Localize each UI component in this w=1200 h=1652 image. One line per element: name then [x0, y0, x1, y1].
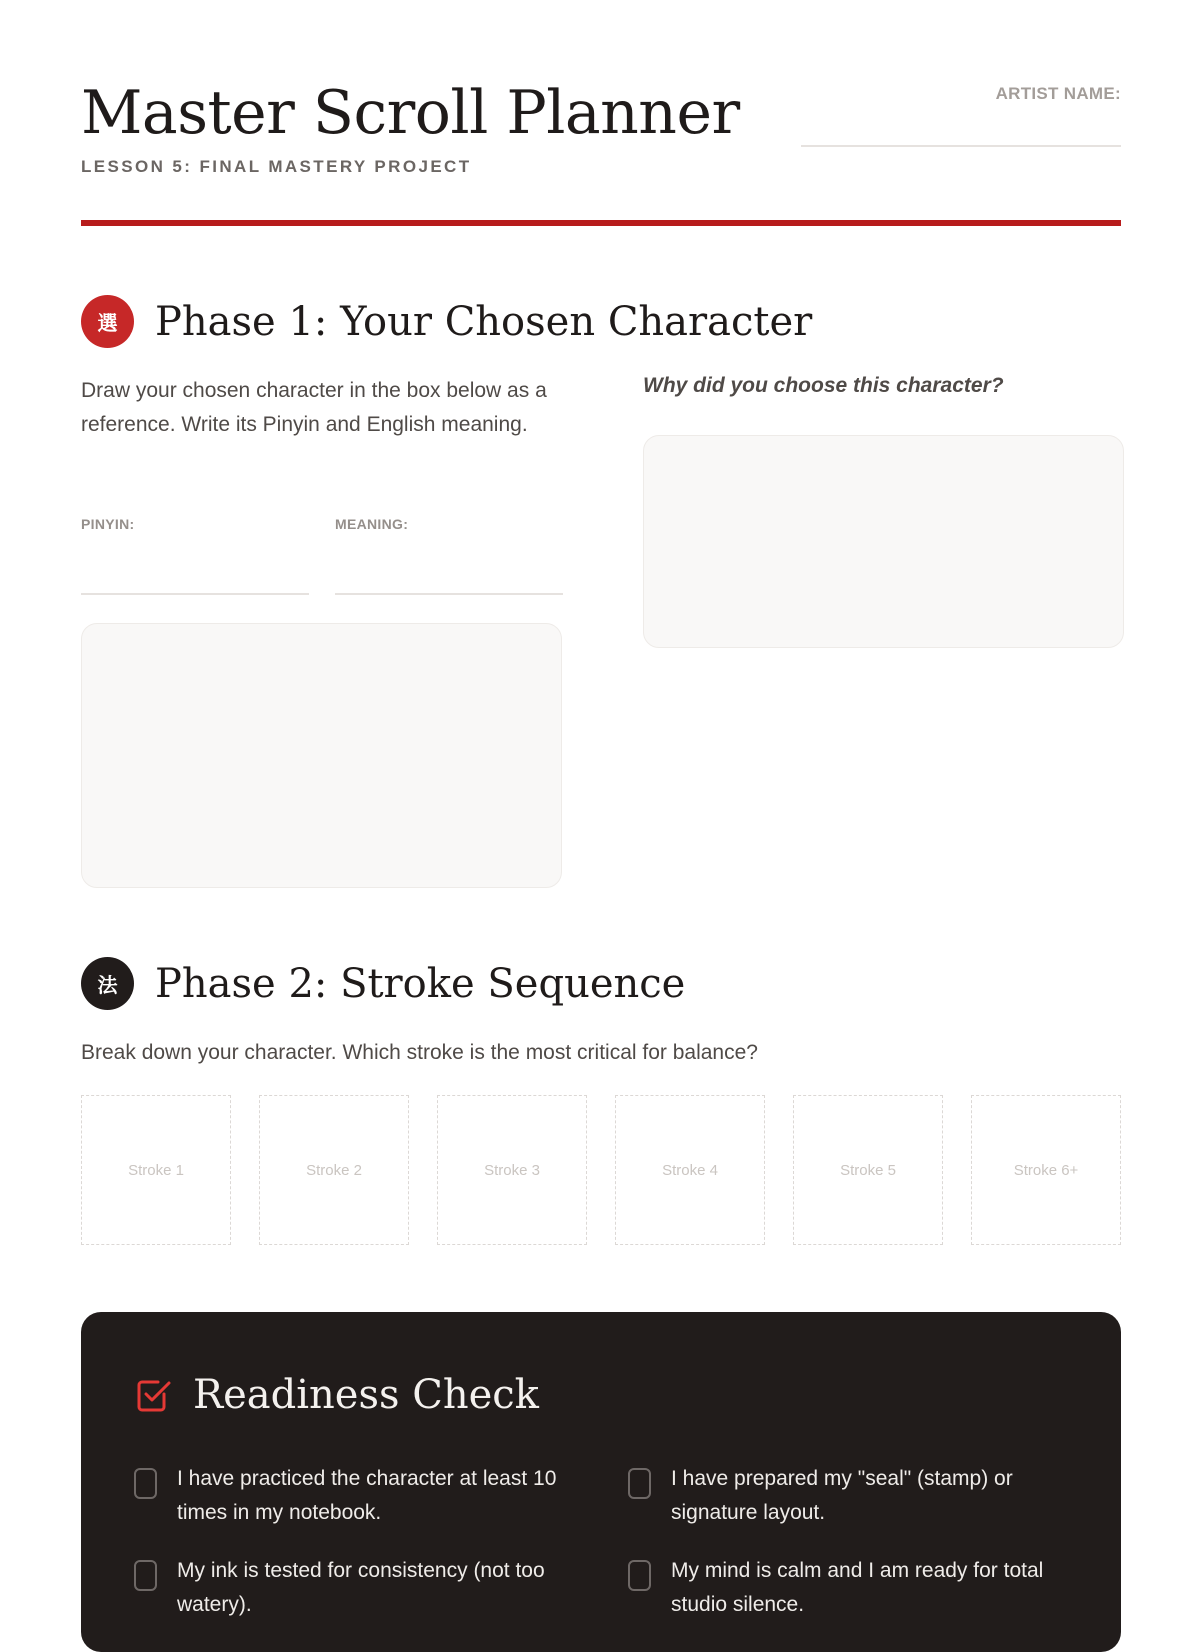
phase2-heading: [81, 957, 685, 1010]
artist-name-label: ARTIST NAME:: [995, 84, 1121, 103]
checkbox[interactable]: [134, 1468, 157, 1499]
readiness-heading: [136, 1372, 539, 1418]
checklist-item-label: My ink is tested for consistency (not too watery).: [177, 1559, 545, 1616]
header-divider: [81, 220, 1121, 226]
pinyin-label: PINYIN:: [81, 516, 135, 532]
checkbox[interactable]: [134, 1560, 157, 1591]
phase2-title: Phase 2: Stroke Sequence: [155, 960, 686, 1007]
phase1-title: Phase 1: Your Chosen Character: [155, 298, 813, 345]
reason-answer-box[interactable]: [643, 435, 1124, 648]
checkbox[interactable]: [628, 1468, 651, 1499]
stroke-box[interactable]: Stroke 4: [615, 1095, 765, 1245]
readiness-check-panel: [81, 1312, 1121, 1652]
character-drawing-box[interactable]: [81, 623, 562, 888]
phase1-badge-icon: 選: [81, 295, 134, 348]
stroke-box[interactable]: Stroke 2: [259, 1095, 409, 1245]
checklist-item[interactable]: [134, 1554, 564, 1622]
artist-name-field[interactable]: [801, 145, 1121, 147]
stroke-box[interactable]: Stroke 1: [81, 1095, 231, 1245]
checklist-item-label: I have prepared my "seal" (stamp) or signature layout.: [671, 1467, 1013, 1524]
phase1-heading: [81, 295, 812, 348]
phase2-badge-icon: 法: [81, 957, 134, 1010]
reason-question: Why did you choose this character?: [643, 374, 1004, 397]
checklist-item[interactable]: [628, 1462, 1068, 1530]
checklist-item-label: My mind is calm and I am ready for total studio silence.: [671, 1559, 1044, 1616]
stroke-box[interactable]: Stroke 5: [793, 1095, 943, 1245]
phase2-description: Break down your character. Which stroke is the most critical for balance?: [81, 1041, 758, 1064]
pinyin-field[interactable]: [81, 593, 309, 595]
checklist-item-label: I have practiced the character at least 10 times in my notebook.: [177, 1467, 557, 1524]
phase1-description: Draw your chosen character in the box below as a reference. Write its Pinyin and English meaning.: [81, 379, 547, 436]
checklist-item[interactable]: [628, 1554, 1068, 1622]
checklist-item[interactable]: [134, 1462, 564, 1530]
meaning-label: MEANING:: [335, 516, 409, 532]
readiness-title: Readiness Check: [193, 1372, 539, 1418]
stroke-box[interactable]: Stroke 6+: [971, 1095, 1121, 1245]
checkbox[interactable]: [628, 1560, 651, 1591]
lesson-subtitle: LESSON 5: FINAL MASTERY PROJECT: [81, 157, 472, 176]
stroke-box[interactable]: Stroke 3: [437, 1095, 587, 1245]
page-header: [81, 0, 1121, 228]
stroke-sequence-row: [81, 1095, 1121, 1245]
meaning-field[interactable]: [335, 593, 563, 595]
page-title: Master Scroll Planner: [81, 78, 740, 148]
checkbox-checked-icon: [136, 1377, 172, 1413]
